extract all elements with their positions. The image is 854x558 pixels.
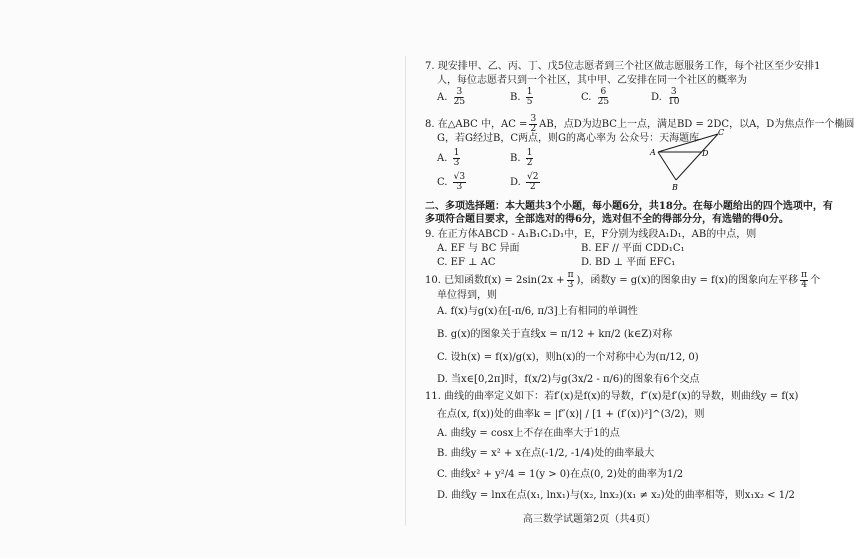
- vertex-a-label: A: [650, 148, 656, 157]
- q10-option-a[interactable]: A. f(x)与g(x)在[-π/6, π/3]上有相同的单调性: [437, 306, 638, 317]
- q11-option-b[interactable]: B. 曲线y = x² + x在点(-1/2, -1/4)处的曲率最大: [437, 448, 655, 459]
- q11-option-c[interactable]: C. 曲线x² + y²/4 = 1(y > 0)在点(0, 2)处的曲率为1/2: [437, 469, 684, 480]
- q10-option-c[interactable]: C. 设h(x) = f(x)/g(x)，则h(x)的一个对称中心为(π/12, 0): [437, 352, 699, 363]
- page-footer: 高三数学试题第2页（共4页）: [523, 514, 656, 525]
- q8-line1: 8. 在△ABC 中，AC = $\frac{3}{2}$ AB，点D为边BC上一点，满足BD = 2DC，以A，D为焦点作一个椭圆: [425, 114, 854, 134]
- vertex-c-label: C: [718, 128, 725, 137]
- segment-ac: [658, 134, 718, 152]
- q7-line2: 人，每位志愿者只到一个社区，其中甲、乙安排在同一个社区的概率为: [437, 75, 747, 86]
- q11-line2: 在点(x, f(x))处的曲率k = |f″(x)| / [1 + (f′(x))²]^(3/2)，则: [437, 409, 705, 420]
- q8-line2: G，若G经过B，C两点，则G的离心率为 公众号：天海题库: [437, 133, 700, 144]
- q7-option-a[interactable]: A. $\frac{3}{25}$: [437, 87, 466, 107]
- q7-option-b[interactable]: B. $\frac{1}{5}$: [510, 87, 533, 107]
- q10-line1: 10. 已知函数f(x) = 2sin(2x + $\frac{\pi}{3}$ )，函数y = g(x)的图象由y = f(x)的图象向左平移 $\frac{\pi}{4}$ 个: [425, 270, 821, 290]
- q9-line1: 9. 在正方体ABCD - A₁B₁C₁D₁中，E，F分别为线段A₁D₁，AB的中点，则: [425, 229, 757, 240]
- q10-line2: 单位得到，则: [437, 290, 497, 301]
- q8-option-a[interactable]: A. $\frac{1}{3}$: [437, 148, 460, 168]
- q8-option-b[interactable]: B. $\frac{1}{2}$: [510, 148, 533, 168]
- q9-option-c[interactable]: C. EF ⊥ AC: [437, 257, 496, 268]
- q9-option-d[interactable]: D. BD ⊥ 平面 EFC₁: [581, 257, 676, 268]
- q7-line1: 7. 现安排甲、乙、丙、丁、戊5位志愿者到三个社区做志愿服务工作，每个社区至少安排1: [425, 61, 821, 72]
- q8-triangle-figure: [648, 128, 724, 192]
- q11-option-a[interactable]: A. 曲线y = cosx上不存在曲率大于1的点: [437, 428, 620, 439]
- q11-line1: 11. 曲线的曲率定义如下：若f′(x)是f(x)的导数，f″(x)是f′(x)的导数，则曲线y = f(x): [425, 391, 799, 402]
- q7-option-c[interactable]: C. $\frac{6}{25}$: [581, 87, 610, 107]
- q10-option-b[interactable]: B. g(x)的图象关于直线x = π/12 + kπ/2 (k∈Z)对称: [437, 329, 673, 340]
- segment-ab: [658, 152, 676, 180]
- q7-option-d[interactable]: D. $\frac{3}{10}$: [651, 87, 680, 107]
- q9-option-b[interactable]: B. EF // 平面 CDD₁C₁: [581, 243, 685, 254]
- left-page-edge: [405, 56, 406, 526]
- vertex-b-label: B: [672, 183, 678, 192]
- segment-bc: [676, 134, 718, 180]
- vertex-d-label: D: [702, 149, 709, 158]
- q10-option-d[interactable]: D. 当x∈[0,2π]时，f(x/2)与g(3x/2 - π/6)的图象有6个交点: [437, 374, 700, 385]
- q8-option-d[interactable]: D. $\frac{√2}{2}$: [510, 172, 539, 192]
- q8-option-c[interactable]: C. $\frac{√3}{3}$: [437, 172, 466, 192]
- section2-line2: 多项符合题目要求，全部选对的得6分，选对但不全的得部分分，有选错的得0分。: [425, 214, 789, 225]
- q9-option-a[interactable]: A. EF 与 BC 异面: [437, 243, 520, 254]
- q11-option-d[interactable]: D. 曲线y = lnx在点(x₁, lnx₁)与(x₂, lnx₂)(x₁ ≠ x₂)处的曲率相等，则x₁x₂ < 1/2: [437, 490, 795, 501]
- section2-line1: 二、多项选择题：本大题共3个小题，每小题6分，共18分。在每小题给出的四个选项中，有: [425, 201, 833, 212]
